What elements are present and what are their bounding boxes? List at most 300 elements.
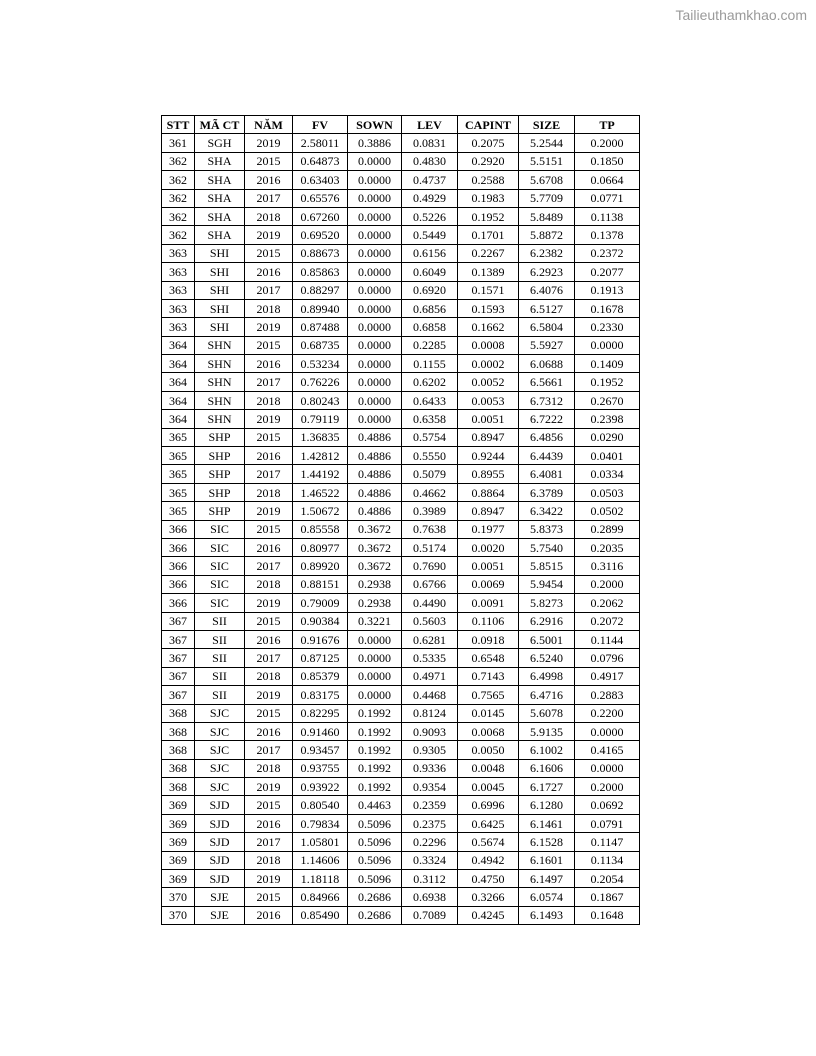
table-cell: 0.5226 [402, 207, 458, 225]
table-cell: 0.0401 [575, 447, 640, 465]
table-cell: 0.5335 [402, 649, 458, 667]
table-cell: 0.91460 [293, 722, 348, 740]
table-cell: SIC [195, 557, 245, 575]
table-cell: 363 [162, 281, 195, 299]
table-cell: SJE [195, 888, 245, 906]
table-cell: 0.80977 [293, 538, 348, 556]
table-cell: SIC [195, 538, 245, 556]
table-cell: 2019 [245, 594, 293, 612]
table-cell: 6.4439 [519, 447, 575, 465]
table-cell: 6.1727 [519, 778, 575, 796]
table-cell: 6.4076 [519, 281, 575, 299]
table-cell: 0.6281 [402, 630, 458, 648]
table-cell: 0.9336 [402, 759, 458, 777]
table-cell: 0.0918 [458, 630, 519, 648]
table-cell: 2015 [245, 152, 293, 170]
table-cell: 0.2359 [402, 796, 458, 814]
table-cell: 6.0574 [519, 888, 575, 906]
table-cell: 2019 [245, 778, 293, 796]
table-cell: 0.7143 [458, 667, 519, 685]
table-cell: 0.2285 [402, 336, 458, 354]
table-cell: 2015 [245, 336, 293, 354]
table-cell: SHP [195, 447, 245, 465]
table-cell: 362 [162, 189, 195, 207]
table-cell: 0.1992 [348, 759, 402, 777]
table-cell: 0.0069 [458, 575, 519, 593]
table-cell: 0.3672 [348, 557, 402, 575]
table-cell: 0.4662 [402, 483, 458, 501]
table-cell: 0.1952 [575, 373, 640, 391]
table-cell: 0.3672 [348, 538, 402, 556]
table-cell: 0.2375 [402, 814, 458, 832]
table-cell: 0.65576 [293, 189, 348, 207]
table-cell: 0.82295 [293, 704, 348, 722]
column-header: MÃ CT [195, 116, 245, 134]
table-cell: 0.0664 [575, 171, 640, 189]
table-cell: 365 [162, 447, 195, 465]
table-cell: 0.79009 [293, 594, 348, 612]
table-cell: 6.2916 [519, 612, 575, 630]
table-cell: 0.2899 [575, 520, 640, 538]
table-cell: 0.6425 [458, 814, 519, 832]
header-row [162, 116, 640, 134]
table-cell: 0.80540 [293, 796, 348, 814]
table-cell: 363 [162, 299, 195, 317]
table-cell: 0.88151 [293, 575, 348, 593]
table-cell: 0.1992 [348, 741, 402, 759]
table-cell: 5.8489 [519, 207, 575, 225]
table-cell: 0.85490 [293, 906, 348, 924]
table-cell: 0.6548 [458, 649, 519, 667]
table-cell: 0.2686 [348, 888, 402, 906]
table-cell: 368 [162, 722, 195, 740]
table-row [162, 447, 640, 465]
table-cell: 0.6766 [402, 575, 458, 593]
table-cell: 2018 [245, 391, 293, 409]
table-cell: 0.3112 [402, 870, 458, 888]
table-cell: 0.1992 [348, 722, 402, 740]
table-cell: 0.5674 [458, 833, 519, 851]
table-cell: 0.3266 [458, 888, 519, 906]
table-cell: 0.0008 [458, 336, 519, 354]
table-cell: SII [195, 612, 245, 630]
table-cell: 0.5079 [402, 465, 458, 483]
table-cell: 0.0503 [575, 483, 640, 501]
table-cell: 0.4929 [402, 189, 458, 207]
table-cell: 2015 [245, 704, 293, 722]
table-cell: 0.5174 [402, 538, 458, 556]
table-cell: 0.5603 [402, 612, 458, 630]
table-cell: 6.1461 [519, 814, 575, 832]
table-cell: 366 [162, 520, 195, 538]
table-cell: 0.0051 [458, 557, 519, 575]
table-cell: 5.8373 [519, 520, 575, 538]
table-cell: 0.1389 [458, 263, 519, 281]
table-cell: 0.4463 [348, 796, 402, 814]
table-cell: 0.0020 [458, 538, 519, 556]
table-cell: 2018 [245, 207, 293, 225]
table-cell: 2019 [245, 870, 293, 888]
table-cell: 0.2686 [348, 906, 402, 924]
table-cell: 6.7312 [519, 391, 575, 409]
column-header: LEV [402, 116, 458, 134]
table-cell: SJC [195, 778, 245, 796]
table-cell: 0.4886 [348, 483, 402, 501]
table-cell: 2016 [245, 538, 293, 556]
column-header: STT [162, 116, 195, 134]
table-cell: 0.0050 [458, 741, 519, 759]
table-cell: 0.2054 [575, 870, 640, 888]
table-cell: 0.89920 [293, 557, 348, 575]
table-cell: 0.1571 [458, 281, 519, 299]
table-cell: 0.7638 [402, 520, 458, 538]
table-row [162, 410, 640, 428]
data-table [161, 115, 640, 925]
table-cell: 369 [162, 851, 195, 869]
table-cell: 0.6920 [402, 281, 458, 299]
table-cell: 2015 [245, 888, 293, 906]
table-cell: 0.1992 [348, 704, 402, 722]
table-cell: 369 [162, 814, 195, 832]
table-cell: SJD [195, 796, 245, 814]
table-cell: 361 [162, 134, 195, 152]
table-cell: SJC [195, 741, 245, 759]
table-cell: 0.0000 [348, 318, 402, 336]
table-cell: 0.1134 [575, 851, 640, 869]
table-row [162, 355, 640, 373]
table-cell: 6.5001 [519, 630, 575, 648]
table-cell: 369 [162, 870, 195, 888]
table-cell: 367 [162, 612, 195, 630]
table-row [162, 594, 640, 612]
table-cell: 2015 [245, 244, 293, 262]
table-cell: 0.93755 [293, 759, 348, 777]
table-cell: 370 [162, 888, 195, 906]
table-cell: 0.76226 [293, 373, 348, 391]
table-cell: 6.5661 [519, 373, 575, 391]
table-cell: 2017 [245, 741, 293, 759]
table-cell: 0.85379 [293, 667, 348, 685]
table-cell: 0.6049 [402, 263, 458, 281]
table-cell: 365 [162, 428, 195, 446]
table-cell: 0.2938 [348, 594, 402, 612]
table-cell: 364 [162, 355, 195, 373]
table-cell: 0.5096 [348, 851, 402, 869]
table-row [162, 299, 640, 317]
table-cell: 1.18118 [293, 870, 348, 888]
table-cell: 368 [162, 741, 195, 759]
table-cell: 369 [162, 796, 195, 814]
table-cell: 368 [162, 704, 195, 722]
table-cell: SHI [195, 299, 245, 317]
table-cell: 364 [162, 391, 195, 409]
table-cell: 0.2883 [575, 686, 640, 704]
table-cell: SIC [195, 575, 245, 593]
table-cell: 0.0000 [348, 355, 402, 373]
table-cell: 0.9093 [402, 722, 458, 740]
table-cell: 0.5096 [348, 833, 402, 851]
table-cell: 0.1952 [458, 207, 519, 225]
table-cell: 2019 [245, 226, 293, 244]
table-cell: 2017 [245, 649, 293, 667]
table-cell: 0.1138 [575, 207, 640, 225]
table-cell: SHN [195, 373, 245, 391]
table-cell: SHA [195, 152, 245, 170]
table-row [162, 502, 640, 520]
table-cell: 366 [162, 557, 195, 575]
table-cell: 6.1601 [519, 851, 575, 869]
column-header: FV [293, 116, 348, 134]
table-cell: 0.68735 [293, 336, 348, 354]
table-cell: 0.0000 [348, 189, 402, 207]
table-cell: 2019 [245, 134, 293, 152]
table-cell: 0.0290 [575, 428, 640, 446]
table-cell: 0.4830 [402, 152, 458, 170]
table-cell: 6.4081 [519, 465, 575, 483]
table-cell: 0.0000 [348, 171, 402, 189]
table-cell: 5.8515 [519, 557, 575, 575]
table-cell: SJD [195, 814, 245, 832]
table-cell: 2016 [245, 906, 293, 924]
table-cell: 0.4942 [458, 851, 519, 869]
table-cell: 0.4468 [402, 686, 458, 704]
column-header: SOWN [348, 116, 402, 134]
table-cell: 0.2938 [348, 575, 402, 593]
table-cell: 0.0145 [458, 704, 519, 722]
table-cell: 0.4165 [575, 741, 640, 759]
table-cell: 0.0052 [458, 373, 519, 391]
table-cell: 0.9354 [402, 778, 458, 796]
table-cell: SHA [195, 226, 245, 244]
table-cell: 0.2398 [575, 410, 640, 428]
table-row [162, 318, 640, 336]
table-row [162, 575, 640, 593]
table-cell: 0.88297 [293, 281, 348, 299]
table-cell: 363 [162, 244, 195, 262]
table-cell: 5.6708 [519, 171, 575, 189]
table-cell: 0.88673 [293, 244, 348, 262]
table-cell: 367 [162, 649, 195, 667]
table-cell: 0.79834 [293, 814, 348, 832]
table-cell: 0.69520 [293, 226, 348, 244]
table-cell: 0.0791 [575, 814, 640, 832]
table-cell: 0.93922 [293, 778, 348, 796]
table-row [162, 722, 640, 740]
table-cell: 2019 [245, 318, 293, 336]
table-cell: SHN [195, 336, 245, 354]
table-cell: 0.2077 [575, 263, 640, 281]
table-cell: 365 [162, 483, 195, 501]
table-cell: 0.6858 [402, 318, 458, 336]
table-cell: 0.2062 [575, 594, 640, 612]
table-cell: 6.4856 [519, 428, 575, 446]
table-cell: 365 [162, 502, 195, 520]
table-cell: 368 [162, 778, 195, 796]
table-cell: 0.0000 [348, 649, 402, 667]
table-cell: 6.1280 [519, 796, 575, 814]
table-cell: 366 [162, 575, 195, 593]
watermark-text: Tailieuthamkhao.com [675, 7, 807, 23]
table-cell: 0.2000 [575, 575, 640, 593]
table-row [162, 833, 640, 851]
table-cell: 0.6156 [402, 244, 458, 262]
table-cell: 0.53234 [293, 355, 348, 373]
table-cell: 0.0053 [458, 391, 519, 409]
table-cell: SII [195, 630, 245, 648]
table-row [162, 814, 640, 832]
table-cell: 0.4971 [402, 667, 458, 685]
table-cell: 2017 [245, 833, 293, 851]
table-cell: SII [195, 649, 245, 667]
table-cell: 0.0771 [575, 189, 640, 207]
table-cell: 362 [162, 207, 195, 225]
table-cell: 0.4750 [458, 870, 519, 888]
table-cell: 2015 [245, 520, 293, 538]
table-cell: 0.2000 [575, 134, 640, 152]
table-cell: 364 [162, 410, 195, 428]
table-cell: 6.1606 [519, 759, 575, 777]
table-cell: 5.5927 [519, 336, 575, 354]
table-cell: 6.5240 [519, 649, 575, 667]
table-cell: 0.0000 [348, 263, 402, 281]
column-header: CAPINT [458, 116, 519, 134]
table-cell: 0.4886 [348, 465, 402, 483]
table-cell: 0.5096 [348, 814, 402, 832]
table-cell: SJD [195, 870, 245, 888]
table-cell: 2016 [245, 355, 293, 373]
table-row [162, 759, 640, 777]
table-cell: 0.1913 [575, 281, 640, 299]
table-cell: 0.1147 [575, 833, 640, 851]
table-cell: 5.7709 [519, 189, 575, 207]
table-cell: 6.1002 [519, 741, 575, 759]
table-cell: 0.8124 [402, 704, 458, 722]
table-cell: 0.2588 [458, 171, 519, 189]
table-cell: 367 [162, 667, 195, 685]
table-cell: 2019 [245, 686, 293, 704]
table-cell: 5.8273 [519, 594, 575, 612]
table-cell: 0.7565 [458, 686, 519, 704]
table-cell: 0.5096 [348, 870, 402, 888]
table-cell: 0.1850 [575, 152, 640, 170]
table-row [162, 906, 640, 924]
table-cell: 0.0068 [458, 722, 519, 740]
table-cell: 6.0688 [519, 355, 575, 373]
table-cell: SJD [195, 833, 245, 851]
table-row [162, 704, 640, 722]
table-cell: SHN [195, 410, 245, 428]
table-cell: 0.1409 [575, 355, 640, 373]
table-cell: 6.4998 [519, 667, 575, 685]
table-cell: 2.58011 [293, 134, 348, 152]
table-row [162, 373, 640, 391]
column-header: NĂM [245, 116, 293, 134]
table-cell: 1.42812 [293, 447, 348, 465]
table-cell: 0.0048 [458, 759, 519, 777]
table-cell: 370 [162, 906, 195, 924]
table-cell: SHI [195, 263, 245, 281]
table-cell: SHP [195, 502, 245, 520]
table-cell: 0.3324 [402, 851, 458, 869]
table-cell: SHP [195, 465, 245, 483]
table-cell: 0.2670 [575, 391, 640, 409]
table-cell: 0.1977 [458, 520, 519, 538]
table-cell: 0.4245 [458, 906, 519, 924]
table-cell: 1.14606 [293, 851, 348, 869]
table-cell: 2017 [245, 373, 293, 391]
table-cell: 0.0000 [348, 299, 402, 317]
table-cell: 6.7222 [519, 410, 575, 428]
table-cell: 2015 [245, 796, 293, 814]
table-cell: 0.2267 [458, 244, 519, 262]
table-cell: 2018 [245, 851, 293, 869]
table-cell: 0.6856 [402, 299, 458, 317]
table-cell: 5.7540 [519, 538, 575, 556]
table-cell: 2017 [245, 557, 293, 575]
table-row [162, 171, 640, 189]
table-cell: 6.1493 [519, 906, 575, 924]
table-cell: 0.4737 [402, 171, 458, 189]
table-cell: 0.0831 [402, 134, 458, 152]
table-cell: 0.3886 [348, 134, 402, 152]
table-cell: 362 [162, 171, 195, 189]
table-cell: 1.05801 [293, 833, 348, 851]
table-cell: 0.0000 [348, 207, 402, 225]
table-cell: 0.0000 [575, 336, 640, 354]
table-row [162, 612, 640, 630]
table-row [162, 391, 640, 409]
table-cell: 0.6996 [458, 796, 519, 814]
table-cell: 2016 [245, 447, 293, 465]
table-cell: 0.93457 [293, 741, 348, 759]
table-cell: 6.5127 [519, 299, 575, 317]
table-cell: 2018 [245, 575, 293, 593]
table-cell: 6.2923 [519, 263, 575, 281]
table-cell: 2018 [245, 483, 293, 501]
table-row [162, 870, 640, 888]
table-row [162, 649, 640, 667]
table-cell: 0.0000 [348, 686, 402, 704]
table-cell: 5.5151 [519, 152, 575, 170]
table-cell: SHA [195, 171, 245, 189]
table-cell: 5.9135 [519, 722, 575, 740]
table-cell: 0.0045 [458, 778, 519, 796]
table-cell: 6.1528 [519, 833, 575, 851]
table-cell: 0.3221 [348, 612, 402, 630]
table-cell: 2015 [245, 612, 293, 630]
table-row [162, 281, 640, 299]
table-cell: 0.91676 [293, 630, 348, 648]
table-cell: 0.0000 [348, 373, 402, 391]
table-cell: 0.1867 [575, 888, 640, 906]
table-cell: 2017 [245, 189, 293, 207]
table-cell: 0.0000 [575, 722, 640, 740]
table-cell: 0.1678 [575, 299, 640, 317]
table-cell: 0.0000 [575, 759, 640, 777]
table-cell: 0.0000 [348, 281, 402, 299]
table-cell: 0.0000 [348, 630, 402, 648]
table-cell: SHN [195, 355, 245, 373]
table-cell: 0.9244 [458, 447, 519, 465]
table-cell: 0.85558 [293, 520, 348, 538]
table-row [162, 630, 640, 648]
table-cell: 2018 [245, 667, 293, 685]
table-cell: 0.83175 [293, 686, 348, 704]
table-cell: 0.0000 [348, 667, 402, 685]
table-cell: 0.1648 [575, 906, 640, 924]
table-cell: 0.3672 [348, 520, 402, 538]
table-cell: 362 [162, 226, 195, 244]
